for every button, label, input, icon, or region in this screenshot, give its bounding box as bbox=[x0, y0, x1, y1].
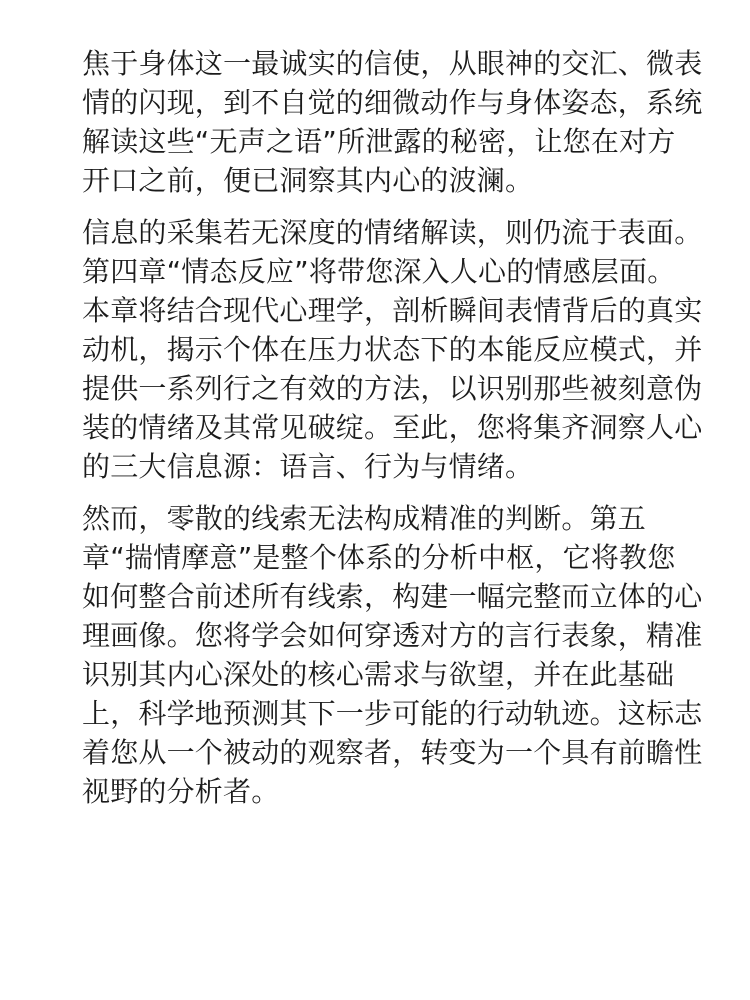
paragraph-chapter-five bbox=[82, 499, 703, 811]
text-line: 着您从一个被动的观察者，转变为一个具有前瞻性 bbox=[82, 736, 703, 769]
text-line: 本章将结合现代心理学，剖析瞬间表情背后的真实 bbox=[82, 294, 703, 327]
text-line: 视野的分析者。 bbox=[82, 775, 280, 808]
text-line: 装的情绪及其常见破绽。至此，您将集齐洞察人心 bbox=[82, 411, 703, 444]
text-line: 章“揣情摩意”是整个体系的分析中枢，它将教您 bbox=[82, 541, 676, 574]
text-line: 理画像。您将学会如何穿透对方的言行表象，精准 bbox=[82, 619, 703, 652]
text-line: 动机，揭示个体在压力状态下的本能反应模式，并 bbox=[82, 333, 703, 366]
text-line: 提供一系列行之有效的方法，以识别那些被刻意伪 bbox=[82, 372, 703, 405]
document-page bbox=[82, 44, 703, 811]
text-line: 然而，零散的线索无法构成精准的判断。第五 bbox=[82, 502, 647, 535]
text-line: 解读这些“无声之语”所泄露的秘密，让您在对方 bbox=[82, 125, 676, 158]
text-line: 开口之前，便已洞察其内心的波澜。 bbox=[82, 164, 534, 197]
text-line: 情的闪现，到不自觉的细微动作与身体姿态，系统 bbox=[82, 86, 703, 119]
text-line: 焦于身体这一最诚实的信使，从眼神的交汇、微表 bbox=[82, 47, 703, 80]
text-line: 信息的采集若无深度的情绪解读，则仍流于表面。 bbox=[82, 216, 703, 249]
text-line: 上，科学地预测其下一步可能的行动轨迹。这标志 bbox=[82, 697, 703, 730]
text-line: 第四章“情态反应”将带您深入人心的情感层面。 bbox=[82, 255, 676, 288]
paragraph-body-language bbox=[82, 44, 703, 200]
text-line: 识别其内心深处的核心需求与欲望，并在此基础 bbox=[82, 658, 675, 691]
paragraph-chapter-four bbox=[82, 213, 703, 486]
text-line: 的三大信息源：语言、行为与情绪。 bbox=[82, 450, 534, 483]
text-line: 如何整合前述所有线索，构建一幅完整而立体的心 bbox=[82, 580, 703, 613]
